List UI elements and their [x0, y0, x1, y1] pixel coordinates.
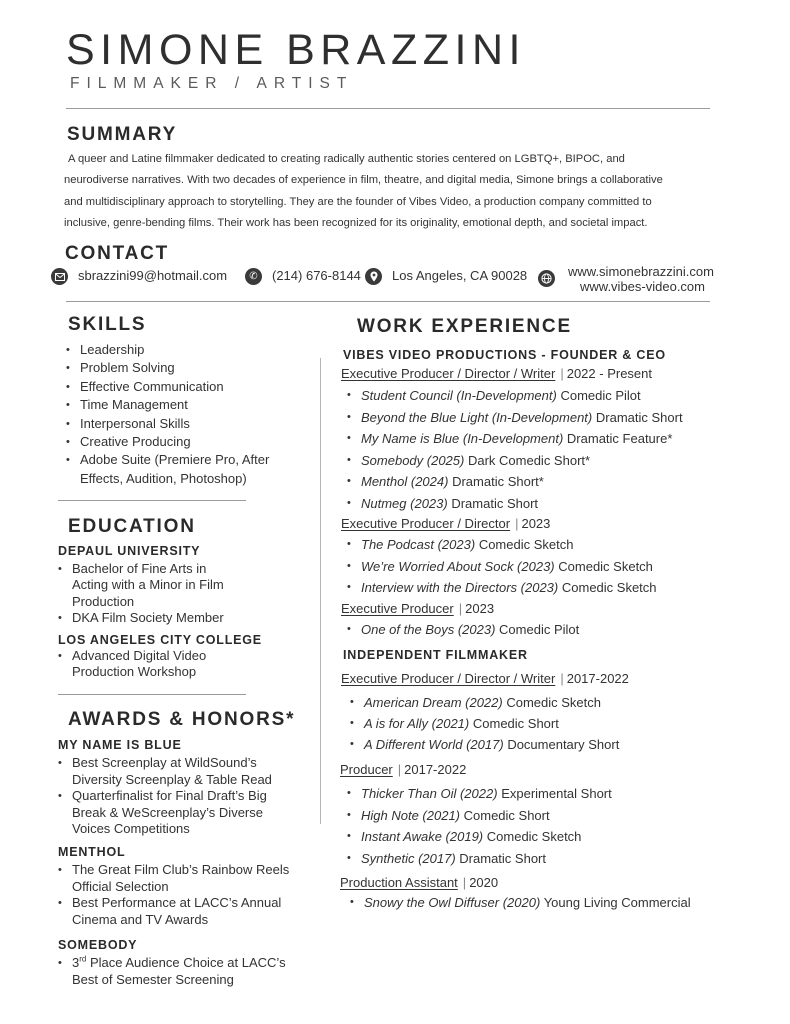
role-dates: 2017-2022	[566, 671, 629, 686]
list-item-text: Diversity Screenplay & Table Read	[72, 771, 272, 787]
experience-heading: WORK EXPERIENCE	[357, 316, 572, 337]
list-item	[347, 848, 612, 870]
list-item: • DKA Film Society Member	[58, 610, 224, 626]
role-dates: 2023	[465, 601, 495, 616]
project-title: Snowy the Owl Diffuser (2020)	[364, 895, 541, 910]
email-icon	[51, 268, 68, 285]
list-item	[347, 428, 683, 450]
resume-name: SIMONE BRAZZINI	[66, 26, 526, 74]
project-title: The Podcast (2023)	[361, 537, 476, 552]
project-title: One of the Boys (2023)	[361, 622, 496, 637]
list-item	[350, 713, 619, 734]
column-divider	[320, 358, 321, 824]
role-line: Executive Producer / Director / Writer | 2022 - Present	[341, 366, 652, 381]
project-type: Comedic Short	[463, 807, 550, 823]
project-title: American Dream (2022)	[364, 695, 503, 710]
project-title: Instant Awake (2019)	[361, 829, 484, 844]
header-divider	[66, 108, 710, 109]
list-item: • Problem Solving	[66, 359, 269, 377]
summary-paragraph	[64, 149, 724, 234]
contact-location: Los Angeles, CA 90028	[392, 268, 528, 283]
project-type: Comedic Pilot	[560, 388, 641, 403]
award-group-name: SOMEBODY	[58, 938, 138, 952]
list-item-text: Production	[72, 593, 135, 609]
summary-line: neurodiverse narratives. With two decades of experience in film, theatre, and digital media, Simone brings a collaborative	[64, 174, 663, 187]
list-item-text: Quarterfinalist for Final Draft’s Big	[72, 788, 267, 804]
company-name: INDEPENDENT FILMMAKER	[343, 648, 528, 662]
list-item-text: Place Audience Choice at LACC’s	[86, 955, 286, 970]
project-title: Student Council (In-Development)	[361, 388, 557, 403]
list-item-text: Official Selection	[72, 878, 169, 894]
project-list	[350, 892, 691, 914]
list-item-text: Bachelor of Fine Arts in	[72, 561, 207, 576]
role-dates: 2022 - Present	[566, 366, 652, 381]
list-item	[347, 493, 683, 515]
list-item	[347, 619, 579, 641]
role-title: Executive Producer / Director / Writer	[341, 366, 556, 381]
list-item-text: Best Screenplay at WildSound’s	[72, 755, 257, 770]
resume-tagline: FILMMAKER / ARTIST	[70, 75, 354, 92]
list-item	[347, 471, 683, 493]
globe-icon	[538, 270, 555, 287]
project-type: Comedic Sketch	[478, 537, 574, 552]
contact-phone[interactable]: (214) 676-8144	[272, 268, 361, 283]
list-item-text: Acting with a Minor in Film	[72, 577, 224, 593]
role-title: Production Assistant	[340, 875, 458, 890]
awards-list	[58, 862, 289, 928]
ordinal-suffix: rd	[79, 954, 87, 964]
list-item-text: The Great Film Club’s Rainbow Reels	[72, 862, 290, 877]
list-item: • Creative Producing	[66, 433, 269, 451]
project-list	[347, 783, 612, 869]
role-line: Production Assistant | 2020	[340, 875, 499, 890]
project-type: Young Living Commercial	[543, 895, 691, 910]
list-item	[347, 534, 657, 556]
project-type: Dark Comedic Short*	[467, 452, 591, 468]
contact-website-1[interactable]: www.simonebrazzini.com	[568, 264, 714, 279]
role-title: Executive Producer / Director / Writer	[341, 671, 556, 686]
list-item	[347, 450, 683, 472]
role-dates: 2023	[521, 516, 551, 531]
project-title: Somebody (2025)	[361, 452, 465, 468]
list-item	[58, 788, 272, 838]
list-item	[350, 892, 691, 914]
project-type: Comedic Sketch	[506, 695, 601, 710]
list-item-text: Best Performance at LACC’s Annual	[72, 895, 282, 911]
award-group-name: MY NAME IS BLUE	[58, 738, 182, 752]
list-item	[58, 895, 289, 928]
list-item-text: Voices Competitions	[72, 821, 190, 837]
list-item	[347, 577, 657, 599]
project-type: Dramatic Short	[595, 409, 683, 425]
project-list	[350, 692, 619, 756]
list-item	[347, 826, 612, 848]
list-item-text: Cinema and TV Awards	[72, 911, 209, 927]
list-item: • Effective Communication	[66, 378, 269, 396]
list-item-text: 3	[72, 955, 80, 970]
role-line: Executive Producer / Director | 2023	[341, 516, 551, 531]
list-item	[58, 862, 289, 895]
project-title: A Different World (2017)	[364, 737, 504, 753]
list-item	[347, 407, 683, 429]
project-title: Interview with the Directors (2023)	[361, 580, 559, 596]
project-type: Documentary Short	[507, 737, 620, 753]
list-item-text: Advanced Digital Video	[72, 648, 207, 663]
list-item	[350, 734, 619, 755]
role-dates: 2017-2022	[404, 762, 467, 777]
list-item	[58, 755, 272, 788]
list-item	[58, 561, 224, 610]
education-list	[58, 561, 224, 626]
list-item-text: Best of Semester Screening	[72, 971, 234, 987]
education-heading: EDUCATION	[68, 516, 196, 537]
company-name: VIBES VIDEO PRODUCTIONS - FOUNDER & CEO	[343, 348, 666, 362]
list-item: • Leadership	[66, 341, 269, 359]
project-type: Dramatic Short	[459, 850, 546, 866]
list-item	[58, 648, 206, 681]
project-type: Comedic Sketch	[561, 580, 657, 596]
role-title: Executive Producer / Director	[341, 516, 511, 531]
project-title: My Name is Blue (In-Development)	[361, 431, 564, 447]
skills-list	[66, 341, 269, 488]
project-type: Comedic Short	[472, 716, 559, 732]
skills-heading: SKILLS	[68, 314, 147, 335]
project-type: Dramatic Short	[451, 495, 539, 511]
list-item-text: Adobe Suite (Premiere Pro, After	[80, 452, 270, 468]
project-title: High Note (2021)	[361, 807, 460, 823]
summary-line: A queer and Latine filmmaker dedicated to creating radically authentic stories centered on LGBTQ+, BIPOC, and	[68, 153, 625, 165]
location-pin-icon	[365, 268, 382, 285]
list-item-text: Effects, Audition, Photoshop)	[80, 470, 247, 486]
education-list	[58, 648, 206, 681]
list-item-text: Break & WeScreenplay’s Diverse	[72, 804, 263, 820]
list-item	[58, 955, 286, 988]
role-title: Executive Producer	[341, 601, 454, 616]
project-title: Menthol (2024)	[361, 474, 449, 490]
list-item	[350, 692, 619, 713]
project-title: Thicker Than Oil (2022)	[361, 786, 498, 801]
award-group-name: MENTHOL	[58, 845, 126, 859]
project-title: Beyond the Blue Light (In-Development)	[361, 409, 593, 425]
role-line: Executive Producer | 2023	[341, 601, 495, 616]
summary-heading: SUMMARY	[67, 124, 178, 145]
contact-email[interactable]: sbrazzini99@hotmail.com	[78, 268, 228, 283]
list-item	[347, 783, 612, 805]
summary-line: inclusive, genre-bending films. Their work has been recognized for its originality, emotional depth, and societal impact.	[64, 216, 648, 229]
school-name: DEPAUL UNIVERSITY	[58, 544, 201, 558]
project-title: Nutmeg (2023)	[361, 495, 448, 511]
awards-heading: AWARDS & HONORS*	[68, 709, 296, 730]
role-title: Producer	[340, 762, 393, 777]
list-item	[347, 556, 657, 578]
role-line: Producer | 2017-2022	[340, 762, 467, 777]
contact-heading: CONTACT	[65, 243, 170, 264]
list-item	[347, 385, 683, 407]
project-list	[347, 619, 579, 641]
project-list	[347, 534, 657, 599]
awards-list	[58, 755, 272, 838]
phone-icon: ✆	[245, 268, 262, 285]
project-type: Experimental Short	[501, 786, 612, 801]
education-divider	[58, 694, 246, 695]
project-type: Comedic Pilot	[499, 622, 580, 637]
role-dates: 2020	[469, 875, 499, 890]
awards-list	[58, 955, 286, 988]
list-item	[347, 805, 612, 827]
project-type: Dramatic Short*	[452, 474, 544, 490]
role-line: Executive Producer / Director / Writer | 2017-2022	[341, 671, 629, 686]
list-item: • Interpersonal Skills	[66, 415, 269, 433]
project-type: Comedic Sketch	[486, 829, 582, 844]
skills-divider	[58, 500, 246, 501]
project-type: Comedic Sketch	[558, 558, 653, 574]
list-item	[66, 451, 269, 488]
contact-divider	[66, 301, 710, 302]
contact-website-2[interactable]: www.vibes-video.com	[580, 279, 705, 294]
project-title: We’re Worried About Sock (2023)	[361, 558, 555, 574]
school-name: LOS ANGELES CITY COLLEGE	[58, 633, 262, 647]
project-list	[347, 385, 683, 515]
project-type: Dramatic Feature*	[566, 431, 673, 447]
list-item: • Time Management	[66, 396, 269, 414]
project-title: Synthetic (2017)	[361, 850, 456, 866]
summary-line: and multidisciplinary approach to storytelling. They are the founder of Vibes Video, a production company committed to	[64, 195, 652, 208]
project-title: A is for Ally (2021)	[364, 716, 470, 732]
list-item-text: Production Workshop	[72, 664, 197, 680]
